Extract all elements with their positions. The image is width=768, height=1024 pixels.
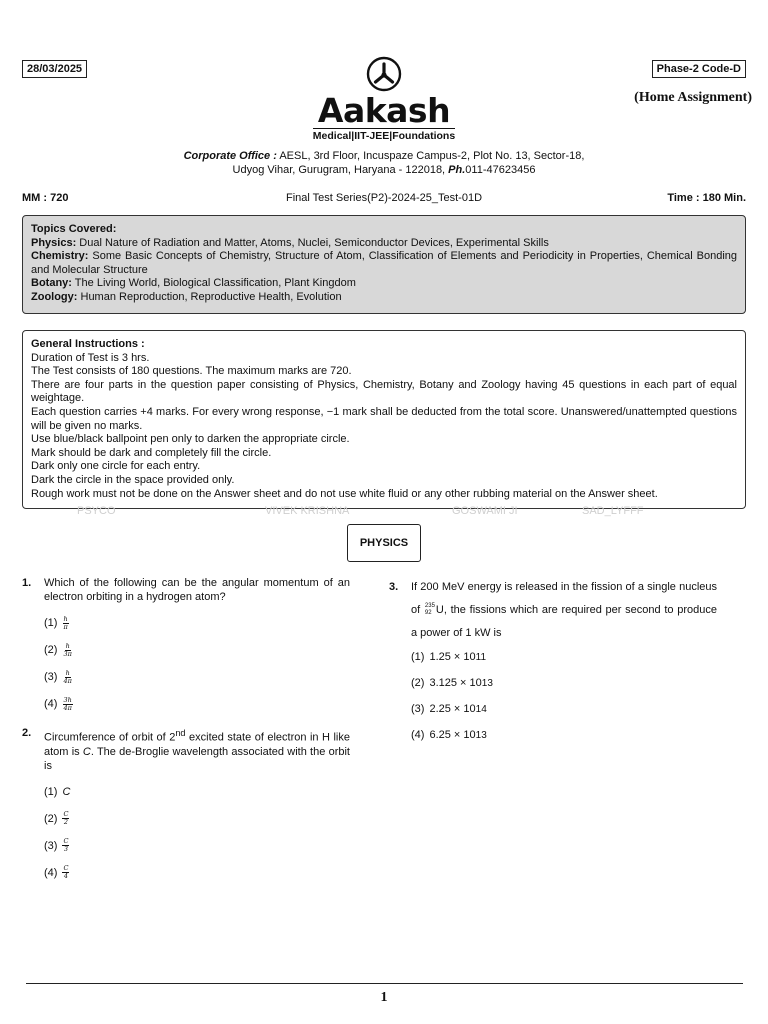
watermark: VIVEK KRISHNA	[265, 505, 350, 517]
watermark-row	[0, 505, 768, 519]
instruction-line: Use blue/black ballpoint pen only to darken the appropriate circle.	[31, 433, 350, 446]
option: (1) 1.25 × 10 11	[411, 650, 487, 663]
left-question-column	[22, 576, 350, 881]
option: (2) 3.125 × 10 13	[411, 676, 493, 689]
topics-title: Topics Covered:	[31, 223, 117, 235]
watermark: PSYCO	[77, 505, 116, 517]
mass-number: 235	[424, 603, 435, 610]
phone-number: 011-47623456	[465, 164, 536, 176]
question-text: If 200 MeV energy is released in the fission of a single nucleus of 235 92 U, the fissions which are required per second to produce a power of 1 kW is	[411, 581, 717, 639]
question-2	[22, 726, 350, 881]
instruction-line: Duration of Test is 3 hrs.	[31, 351, 150, 364]
option: (3) $\frac{C}{3}$	[44, 837, 69, 854]
topic-zoology: Zoology: Human Reproduction, Reproductive Health, Evolution	[31, 290, 342, 303]
footer-divider	[26, 983, 743, 984]
max-marks: MM : 720	[22, 192, 69, 204]
atomic-number: 92	[424, 610, 432, 617]
option: (3) $\frac{h}{4\pi}$	[44, 668, 72, 685]
option: (2) $\frac{h}{3\pi}$	[44, 641, 72, 658]
brand-name: Aakash	[317, 91, 451, 130]
instruction-line: Dark the circle in the space provided only.	[31, 473, 235, 486]
watermark: GOSWAMI JI	[452, 505, 518, 517]
question-number: 3.	[389, 581, 399, 593]
instructions-box	[22, 330, 746, 509]
test-date: 28/03/2025	[22, 60, 87, 78]
phase-code: Phase-2 Code-D	[652, 60, 746, 78]
aakash-emblem-icon	[366, 56, 402, 92]
corporate-address-line2: Udyog Vihar, Gurugram, Haryana - 122018,	[232, 164, 449, 176]
option: (4) $\frac{3h}{4\pi}$	[44, 695, 72, 712]
instruction-line: There are four parts in the question paper consisting of Physics, Chemistry, Botany and Zoology having 45 questions in each part of equal weightage.	[31, 378, 737, 405]
phone-label: Ph.	[448, 164, 466, 176]
question-text: Which of the following can be the angular momentum of an electron orbiting in a hydrogen atom?	[44, 577, 350, 603]
test-time: Time : 180 Min.	[667, 192, 746, 204]
watermark: SAD_LYFFF	[582, 505, 644, 517]
section-heading: PHYSICS	[347, 524, 421, 562]
element-symbol: U	[435, 604, 444, 616]
instructions-title: General Instructions :	[31, 338, 145, 350]
instruction-line: The Test consists of 180 questions. The maximum marks are 720.	[31, 365, 352, 378]
corporate-label: Corporate Office :	[183, 150, 277, 162]
question-text: Circumference of orbit of 2nd excited state of electron in H like atom is C. The de-Broglie wavelength associated with the orbit is	[44, 728, 350, 772]
page-number: 1	[380, 990, 388, 1005]
topic-botany: Botany: The Living World, Biological Classification, Plant Kingdom	[31, 277, 356, 290]
instruction-line: Mark should be dark and completely fill the circle.	[31, 446, 272, 459]
question-1	[22, 576, 350, 712]
question-3	[389, 576, 717, 743]
instruction-line: Dark only one circle for each entry.	[31, 460, 201, 473]
question-number: 2.	[22, 727, 32, 739]
instruction-line: Rough work must not be done on the Answer sheet and do not use white fluid or any other rubbing material on the Answer sheet.	[31, 487, 658, 500]
brand-tagline: Medical|IIT-JEE|Foundations	[312, 130, 456, 142]
test-name: Final Test Series(P2)-2024-25_Test-01D	[285, 192, 483, 204]
topics-box	[22, 215, 746, 314]
aakash-logo	[0, 56, 768, 142]
question-number: 1.	[22, 577, 32, 589]
corporate-address: AESL, 3rd Floor, Incuspaze Campus-2, Plot No. 13, Sector-18,	[276, 150, 585, 162]
corporate-office	[0, 149, 768, 177]
option: (4) 6.25 × 10 13	[411, 728, 487, 741]
assignment-label: (Home Assignment)	[634, 90, 752, 105]
option: (4) $\frac{C}{4}$	[44, 864, 69, 881]
right-question-column	[389, 576, 717, 743]
option: (3) 2.25 × 10 14	[411, 702, 487, 715]
topic-physics: Physics: Dual Nature of Radiation and Matter, Atoms, Nuclei, Semiconductor Devices, Experimental Skills	[31, 236, 549, 249]
instruction-line: Each question carries +4 marks. For every wrong response, −1 mark shall be deducted from the total score. Unanswered/unattempted questions will be given no marks.	[31, 405, 737, 432]
option: (1) $\frac{h}{\pi}$	[44, 614, 68, 631]
option: (2) $\frac{C}{2}$	[44, 810, 69, 827]
topic-chemistry: Chemistry: Some Basic Concepts of Chemistry, Structure of Atom, Classification of Elements and Periodicity in Properties, Chemical Bonding and Molecular Structure	[31, 250, 737, 276]
option: (1) C	[44, 785, 71, 798]
